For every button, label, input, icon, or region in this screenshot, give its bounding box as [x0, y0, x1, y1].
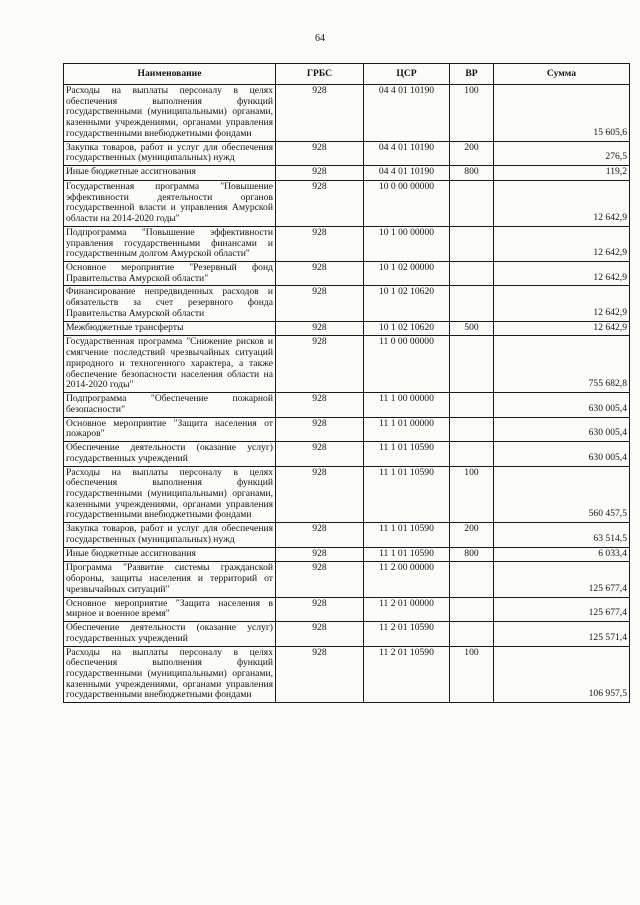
- table-row: [64, 180, 630, 226]
- row-sum-cell: 12 642,9: [494, 180, 630, 226]
- table-row: [64, 166, 630, 181]
- row-grbs-cell: 928: [276, 393, 364, 417]
- row-name-cell: Государственная программа "Повышение эффективности деятельности органов государственной власти и управления Амурской области на 2014-2020 годы": [64, 180, 276, 226]
- table-body: [64, 85, 630, 703]
- row-vr-cell: [450, 226, 494, 261]
- row-vr-cell: [450, 336, 494, 393]
- row-csr-cell: 11 1 01 10590: [364, 523, 450, 547]
- row-sum-cell: 12 642,9: [494, 262, 630, 286]
- table-row: [64, 597, 630, 621]
- row-vr-cell: 200: [450, 141, 494, 165]
- row-name-cell: Межбюджетные трансферты: [64, 321, 276, 336]
- row-sum-cell: 276,5: [494, 141, 630, 165]
- table-row: [64, 442, 630, 466]
- table-row: [64, 466, 630, 523]
- row-sum-cell: 63 514,5: [494, 523, 630, 547]
- row-csr-cell: 10 1 02 10620: [364, 321, 450, 336]
- row-csr-cell: 11 2 00 00000: [364, 562, 450, 597]
- row-grbs-cell: 928: [276, 336, 364, 393]
- table-row: [64, 393, 630, 417]
- row-sum-cell: 630 005,4: [494, 393, 630, 417]
- row-vr-cell: [450, 262, 494, 286]
- row-name-cell: Обеспечение деятельности (оказание услуг) государственных учреждений: [64, 442, 276, 466]
- row-name-cell: Подпрограмма "Обеспечение пожарной безопасности": [64, 393, 276, 417]
- row-grbs-cell: 928: [276, 180, 364, 226]
- table-row: [64, 286, 630, 321]
- header-csr: ЦСР: [364, 64, 450, 85]
- table-row: [64, 336, 630, 393]
- row-csr-cell: 04 4 01 10190: [364, 141, 450, 165]
- table-row: [64, 262, 630, 286]
- row-vr-cell: [450, 597, 494, 621]
- row-csr-cell: 11 1 01 10590: [364, 547, 450, 562]
- row-name-cell: Иные бюджетные ассигнования: [64, 547, 276, 562]
- row-sum-cell: 125 677,4: [494, 562, 630, 597]
- row-grbs-cell: 928: [276, 417, 364, 441]
- row-csr-cell: 11 0 00 00000: [364, 336, 450, 393]
- row-grbs-cell: 928: [276, 547, 364, 562]
- row-csr-cell: 11 1 01 00000: [364, 417, 450, 441]
- row-csr-cell: 11 1 01 10590: [364, 442, 450, 466]
- row-name-cell: Основное мероприятие "Защита населения от пожаров": [64, 417, 276, 441]
- header-grbs: ГРБС: [276, 64, 364, 85]
- header-vr: ВР: [450, 64, 494, 85]
- row-grbs-cell: 928: [276, 286, 364, 321]
- row-name-cell: Обеспечение деятельности (оказание услуг) государственных учреждений: [64, 622, 276, 646]
- row-csr-cell: 11 1 00 00000: [364, 393, 450, 417]
- table-row: [64, 646, 630, 703]
- row-name-cell: Государственная программа "Снижение рисков и смягчение последствий чрезвычайных ситуаций природного и техногенного характера, а также обеспечение безопасности населения области на 2014-2020 годы": [64, 336, 276, 393]
- row-sum-cell: 125 677,4: [494, 597, 630, 621]
- row-vr-cell: [450, 286, 494, 321]
- row-grbs-cell: 928: [276, 442, 364, 466]
- table-row: [64, 226, 630, 261]
- row-sum-cell: 560 457,5: [494, 466, 630, 523]
- header-name: Наименование: [64, 64, 276, 85]
- row-sum-cell: 119,2: [494, 166, 630, 181]
- row-csr-cell: 11 2 01 10590: [364, 646, 450, 703]
- row-sum-cell: 630 005,4: [494, 442, 630, 466]
- row-grbs-cell: 928: [276, 226, 364, 261]
- table-row: [64, 562, 630, 597]
- row-name-cell: Расходы на выплаты персоналу в целях обеспечения выполнения функций государственными (муниципальными) органами, казенными учреждениями, органами управления государственными внебюджетными фондами: [64, 646, 276, 703]
- row-csr-cell: 10 1 02 00000: [364, 262, 450, 286]
- row-vr-cell: [450, 180, 494, 226]
- row-csr-cell: 11 2 01 10590: [364, 622, 450, 646]
- table-row: [64, 547, 630, 562]
- table-row: [64, 85, 630, 142]
- row-grbs-cell: 928: [276, 597, 364, 621]
- row-name-cell: Расходы на выплаты персоналу в целях обеспечения выполнения функций государственными (муниципальными) органами, казенными учреждениями, органами управления государственными внебюджетными фондами: [64, 85, 276, 142]
- table-row: [64, 141, 630, 165]
- row-sum-cell: 125 571,4: [494, 622, 630, 646]
- row-sum-cell: 6 033,4: [494, 547, 630, 562]
- row-sum-cell: 12 642,9: [494, 286, 630, 321]
- row-name-cell: Финансирование непредвиденных расходов и обязательств за счет резервного фонда Правительства Амурской области: [64, 286, 276, 321]
- row-sum-cell: 12 642,9: [494, 226, 630, 261]
- page-number: 64: [315, 33, 325, 44]
- header-sum: Сумма: [494, 64, 630, 85]
- row-sum-cell: 630 005,4: [494, 417, 630, 441]
- row-sum-cell: 15 605,6: [494, 85, 630, 142]
- row-vr-cell: [450, 562, 494, 597]
- row-vr-cell: [450, 393, 494, 417]
- row-vr-cell: 100: [450, 466, 494, 523]
- row-grbs-cell: 928: [276, 466, 364, 523]
- row-vr-cell: 200: [450, 523, 494, 547]
- row-name-cell: Закупка товаров, работ и услуг для обеспечения государственных (муниципальных) нужд: [64, 141, 276, 165]
- row-sum-cell: 12 642,9: [494, 321, 630, 336]
- row-name-cell: Расходы на выплаты персоналу в целях обеспечения выполнения функций государственными (муниципальными) органами, казенными учреждениями, органами управления государственными внебюджетными фондами: [64, 466, 276, 523]
- row-grbs-cell: 928: [276, 141, 364, 165]
- row-grbs-cell: 928: [276, 321, 364, 336]
- row-grbs-cell: 928: [276, 646, 364, 703]
- row-vr-cell: [450, 417, 494, 441]
- row-grbs-cell: 928: [276, 523, 364, 547]
- row-csr-cell: 10 1 02 10620: [364, 286, 450, 321]
- row-vr-cell: [450, 442, 494, 466]
- row-csr-cell: 04 4 01 10190: [364, 85, 450, 142]
- row-name-cell: Подпрограмма "Повышение эффективности управления государственными финансами и государственным долгом Амурской области": [64, 226, 276, 261]
- row-name-cell: Основное мероприятие "Защита населения в мирное и военное время": [64, 597, 276, 621]
- row-vr-cell: 800: [450, 166, 494, 181]
- row-grbs-cell: 928: [276, 622, 364, 646]
- table-row: [64, 417, 630, 441]
- row-grbs-cell: 928: [276, 85, 364, 142]
- table-row: [64, 321, 630, 336]
- row-vr-cell: 800: [450, 547, 494, 562]
- row-grbs-cell: 928: [276, 262, 364, 286]
- row-sum-cell: 755 682,8: [494, 336, 630, 393]
- row-vr-cell: [450, 622, 494, 646]
- row-name-cell: Основное мероприятие "Резервный фонд Правительства Амурской области": [64, 262, 276, 286]
- table-header-row: [64, 64, 630, 85]
- budget-table: [63, 63, 630, 703]
- row-grbs-cell: 928: [276, 166, 364, 181]
- row-csr-cell: 10 0 00 00000: [364, 180, 450, 226]
- row-vr-cell: 500: [450, 321, 494, 336]
- row-csr-cell: 04 4 01 10190: [364, 166, 450, 181]
- row-csr-cell: 11 2 01 00000: [364, 597, 450, 621]
- row-csr-cell: 11 1 01 10590: [364, 466, 450, 523]
- row-csr-cell: 10 1 00 00000: [364, 226, 450, 261]
- row-vr-cell: 100: [450, 85, 494, 142]
- row-name-cell: Иные бюджетные ассигнования: [64, 166, 276, 181]
- row-vr-cell: 100: [450, 646, 494, 703]
- table-row: [64, 622, 630, 646]
- row-grbs-cell: 928: [276, 562, 364, 597]
- table-row: [64, 523, 630, 547]
- row-name-cell: Закупка товаров, работ и услуг для обеспечения государственных (муниципальных) нужд: [64, 523, 276, 547]
- row-sum-cell: 106 957,5: [494, 646, 630, 703]
- row-name-cell: Программа "Развитие системы гражданской обороны, защиты населения и территорий от чрезвычайных ситуаций": [64, 562, 276, 597]
